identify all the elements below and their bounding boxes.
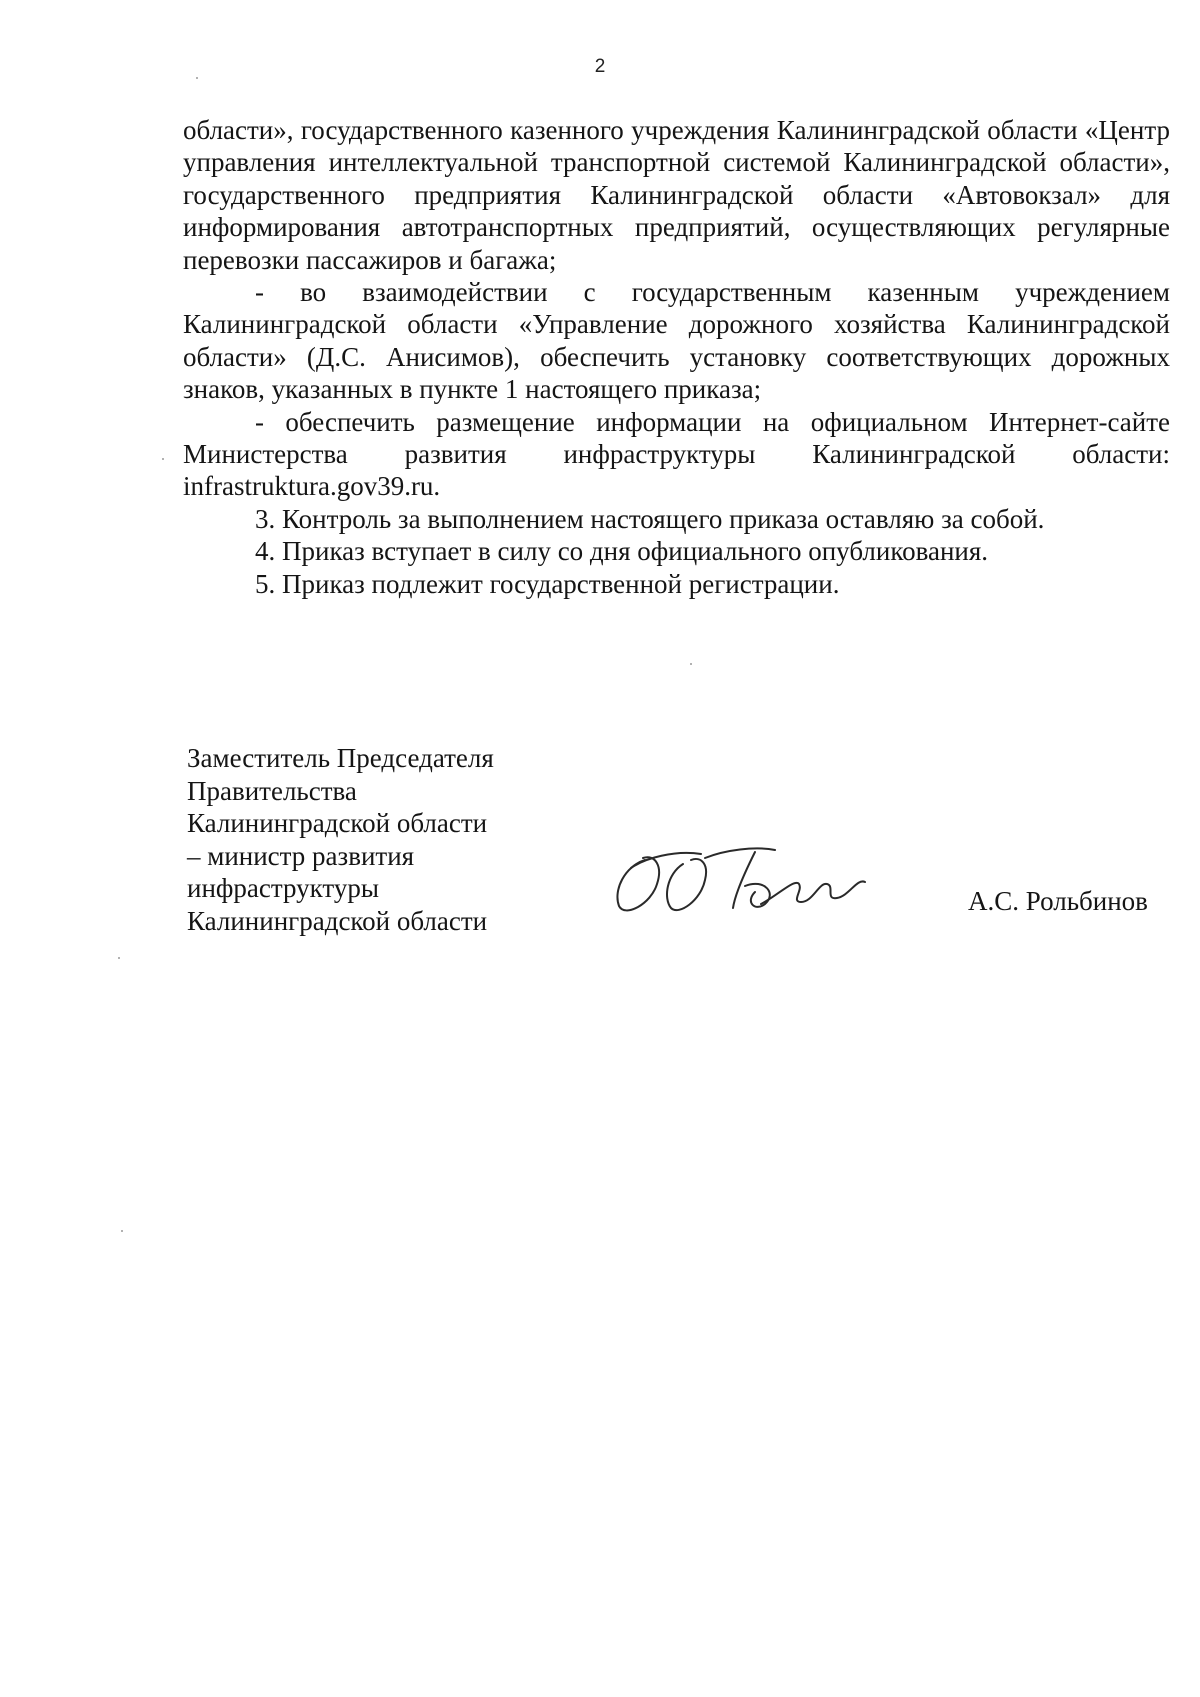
paragraph-effective-date: 4. Приказ вступает в силу со дня официального опубликования.: [255, 536, 989, 567]
signatory-title-line: Правительства: [187, 775, 357, 806]
paragraph-website: - обеспечить размещение информации на официальном Интернет-сайте Министерства развития инфраструктуры Калининградской области: infrastruktura.gov39.ru.: [183, 406, 1170, 502]
signatory-name: А.С. Рольбинов: [968, 886, 1148, 916]
signatory-title-line: инфраструктуры: [187, 873, 379, 903]
signatory-title: [187, 742, 494, 937]
signatory-title-line: Заместитель Председателя: [187, 743, 494, 773]
scan-speck: [690, 663, 692, 665]
scan-speck: [196, 77, 198, 79]
paragraph-registration: 5. Приказ подлежит государственной регистрации.: [255, 568, 840, 599]
page-number: 2: [594, 56, 606, 77]
paragraph-control: 3. Контроль за выполнением настоящего приказа оставляю за собой.: [255, 503, 1045, 534]
signatory-title-line: – министр развития: [187, 840, 415, 871]
signatory-title-line: Калининградской области: [187, 905, 488, 936]
paragraph-road-signs: - во взаимодействии с государственным казенным учреждением Калининградской области «Управление дорожного хозяйства Калининградской области» (Д.С. Анисимов), обеспечить установку соответствующих дорожных знаков, указанных в пункте 1 настоящего приказа;: [183, 277, 1170, 405]
scan-speck: [162, 458, 164, 460]
signatory-title-line: Калининградской области: [187, 808, 488, 838]
handwritten-signature: [605, 838, 885, 918]
document-body: [183, 114, 1170, 600]
scan-speck: [121, 1230, 123, 1232]
scan-speck: [118, 957, 120, 959]
paragraph-continuation: области», государственного казенного учреждения Калининградской области «Центр управления интеллектуальной транспортной системой Калининградской области», государственного предприятия Калининградской области «Автовокзал» для информирования автотранспортных предприятий, осуществляющих регулярные перевозки пассажиров и багажа;: [183, 115, 1170, 275]
